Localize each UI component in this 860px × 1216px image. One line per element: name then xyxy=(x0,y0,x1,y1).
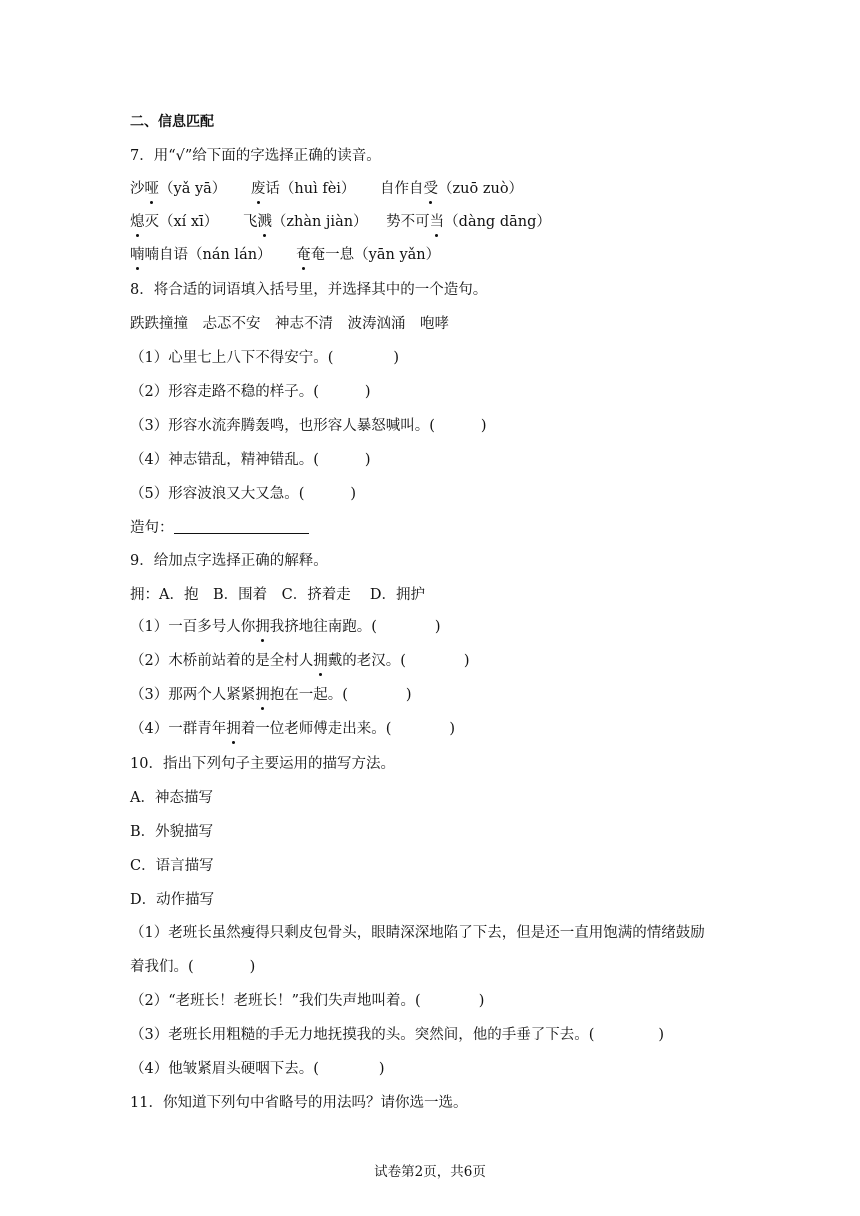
q10-item-1-line1: （1）老班长虽然瘦得只剩皮包骨头，眼睛深深地陷了下去，但是还一直用饱满的情绪鼓励 xyxy=(130,925,705,941)
page-footer: 试卷第2页，共6页 xyxy=(374,1164,486,1180)
q7-word: 废话（huì fèi） xyxy=(250,181,356,197)
q8-item-5[interactable]: （5）形容波浪又大又急。( ) xyxy=(130,486,357,502)
q9-item-3[interactable]: （3）那两个人紧紧拥抱在一起。( ) xyxy=(130,687,412,703)
q9-item-2[interactable]: （2）木桥前站着的是全村人拥戴的老汉。( ) xyxy=(130,653,470,669)
q9-item-4[interactable]: （4）一群青年拥着一位老师傅走出来。( ) xyxy=(130,721,456,737)
q8-item-2[interactable]: （2）形容走路不稳的样子。( ) xyxy=(130,384,371,400)
q8-item-1[interactable]: （1）心里七上八下不得安宁。( ) xyxy=(130,350,400,366)
q7-prompt: 7．用“√”给下面的字选择正确的读音。 xyxy=(130,148,381,164)
q8-sentence[interactable]: 造句： xyxy=(130,518,309,538)
q10-item-4[interactable]: （4）他皱紧眉头硬咽下去。( ) xyxy=(130,1061,385,1077)
q10-option-b: B．外貌描写 xyxy=(130,824,214,840)
q7-row3 xyxy=(130,245,440,265)
q7-row2 xyxy=(130,212,551,232)
q9-item-1[interactable]: （1）一百多号人你拥我挤地往南跑。( ) xyxy=(130,619,441,635)
q10-item-1-line2[interactable]: 着我们。( ) xyxy=(130,959,256,975)
q7-word: 沙哑（yǎ yā） xyxy=(130,181,227,197)
q7-word: 飞溅（zhàn jiàn） xyxy=(242,214,368,230)
q7-word: 势不可当（dàng dāng） xyxy=(386,214,551,230)
q9-options: 拥：A．抱 B．围着 C．挤着走 D．拥护 xyxy=(130,587,425,603)
q8-prompt: 8．将合适的词语填入括号里，并选择其中的一个造句。 xyxy=(130,282,488,298)
q8-item-4[interactable]: （4）神志错乱，精神错乱。( ) xyxy=(130,452,371,468)
q10-item-3[interactable]: （3）老班长用粗糙的手无力地抚摸我的头。突然间，他的手垂了下去。( ) xyxy=(130,1027,665,1043)
section-title: 二、信息匹配 xyxy=(130,114,214,130)
q7-word: 奄奄一息（yān yǎn） xyxy=(296,247,441,263)
q7-word: 熄灭（xí xī） xyxy=(130,214,219,230)
q10-prompt: 10．指出下列句子主要运用的描写方法。 xyxy=(130,756,395,772)
q10-option-d: D．动作描写 xyxy=(130,892,215,908)
q7-row1 xyxy=(130,179,523,199)
q11-prompt: 11．你知道下列句中省略号的用法吗？请你选一选。 xyxy=(130,1095,468,1111)
q10-item-2[interactable]: （2）“老班长！老班长！”我们失声地叫着。( ) xyxy=(130,993,485,1009)
q8-word-list: 跌跌撞撞 忐忑不安 神志不清 波涛汹涌 咆哮 xyxy=(130,316,449,332)
sentence-blank[interactable] xyxy=(174,519,309,534)
q10-option-c: C．语言描写 xyxy=(130,858,214,874)
q8-item-3[interactable]: （3）形容水流奔腾轰鸣，也形容人暴怒喊叫。( ) xyxy=(130,418,487,434)
q7-word: 自作自受（zuō zuò） xyxy=(380,181,524,197)
q10-option-a: A．神态描写 xyxy=(130,790,213,806)
q7-word: 喃喃自语（nán lán） xyxy=(130,247,272,263)
q9-prompt: 9．给加点字选择正确的解释。 xyxy=(130,553,328,569)
